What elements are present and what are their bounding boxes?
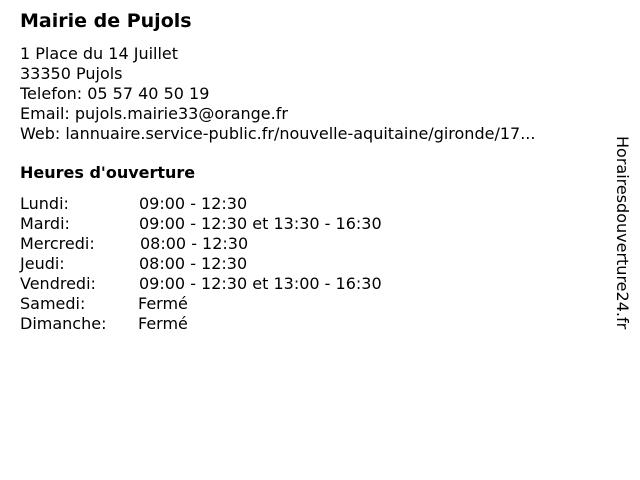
city-address: 33350 Pujols (20, 64, 123, 83)
day-label: Jeudi: (20, 254, 65, 273)
time-value: 09:00 - 12:30 et 13:30 - 16:30 (139, 214, 382, 233)
day-label: Lundi: (20, 194, 69, 213)
address-block (20, 44, 610, 144)
day-label: Mardi: (20, 214, 70, 233)
website-link[interactable]: Web: lannuaire.service-public.fr/nouvelle-aquitaine/gironde/17... (20, 124, 536, 143)
time-value: Fermé (138, 314, 188, 333)
opening-hours-heading: Heures d'ouverture (20, 163, 196, 182)
phone-number: Telefon: 05 57 40 50 19 (20, 84, 210, 103)
day-label: Dimanche: (20, 314, 107, 333)
site-brand-watermark: Horairesdouverture24.fr (613, 136, 632, 330)
time-value: 09:00 - 12:30 (139, 194, 248, 213)
page-title: Mairie de Pujols (20, 10, 192, 32)
day-label: Samedi: (20, 294, 86, 313)
time-value: 08:00 - 12:30 (140, 234, 249, 253)
day-label: Mercredi: (20, 234, 95, 253)
street-address: 1 Place du 14 Juillet (20, 44, 179, 63)
time-value: 08:00 - 12:30 (139, 254, 248, 273)
email-address: Email: pujols.mairie33@orange.fr (20, 104, 288, 123)
time-value: Fermé (138, 294, 188, 313)
day-label: Vendredi: (20, 274, 96, 293)
time-value: 09:00 - 12:30 et 13:00 - 16:30 (139, 274, 382, 293)
